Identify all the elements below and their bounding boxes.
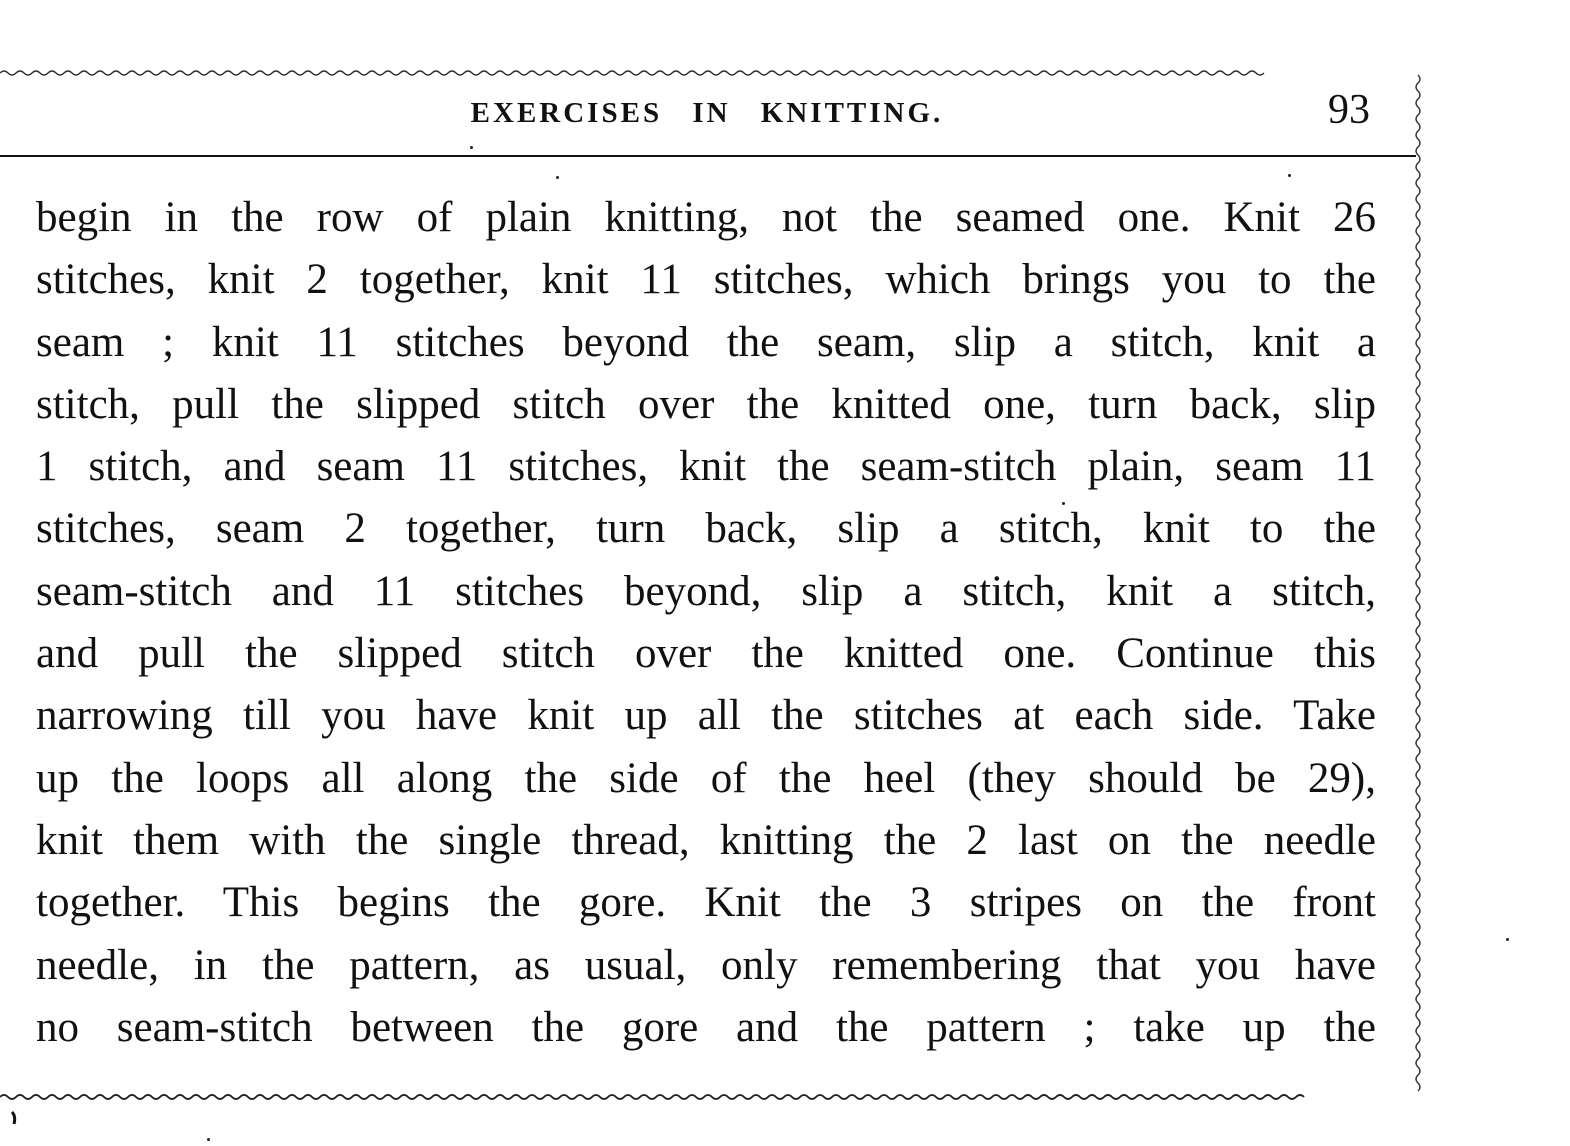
running-head: EXERCISES IN KNITTING. (470, 97, 944, 129)
speck (1506, 938, 1509, 941)
top-wavy-border (0, 71, 1264, 75)
text-line: begin in the row of plain knitting, not the seamed one. Knit 26 (36, 194, 1376, 241)
text-line: no seam-stitch between the gore and the pattern ; take up the (36, 1003, 1376, 1051)
speck (207, 1138, 210, 1141)
text-line: up the loops all along the side of the heel (they should be 29), (36, 754, 1376, 802)
text-line: stitches, seam 2 together, turn back, slip a stitch, knit to the (36, 505, 1376, 553)
speck (556, 176, 559, 179)
text-line: seam-stitch and 11 stitches beyond, slip a stitch, knit a stitch, (36, 567, 1376, 615)
speck (470, 146, 473, 149)
text-line: together. This begins the gore. Knit the 3 stripes on the front (36, 879, 1376, 927)
speck (1288, 174, 1291, 177)
text-line: stitches, knit 2 together, knit 11 stitches, which brings you to the (36, 256, 1376, 304)
stray-mark (12, 1112, 15, 1124)
right-wavy-border (1416, 75, 1420, 1091)
text-line: stitch, pull the slipped stitch over the knitted one, turn back, slip (36, 380, 1376, 428)
page-number: 93 (1328, 87, 1370, 133)
text-line: 1 stitch, and seam 11 stitches, knit the seam-stitch plain, seam 11 (36, 443, 1376, 491)
text-line: knit them with the single thread, knitting the 2 last on the needle (36, 816, 1376, 864)
bottom-wavy-border (0, 1095, 1304, 1099)
text-line: seam ; knit 11 stitches beyond the seam, slip a stitch, knit a (36, 318, 1376, 366)
body-text (36, 187, 1376, 1059)
text-line: and pull the slipped stitch over the knitted one. Continue this (36, 630, 1376, 678)
text-line: needle, in the pattern, as usual, only remembering that you have (36, 941, 1376, 989)
text-line: narrowing till you have knit up all the stitches at each side. Take (36, 692, 1376, 740)
